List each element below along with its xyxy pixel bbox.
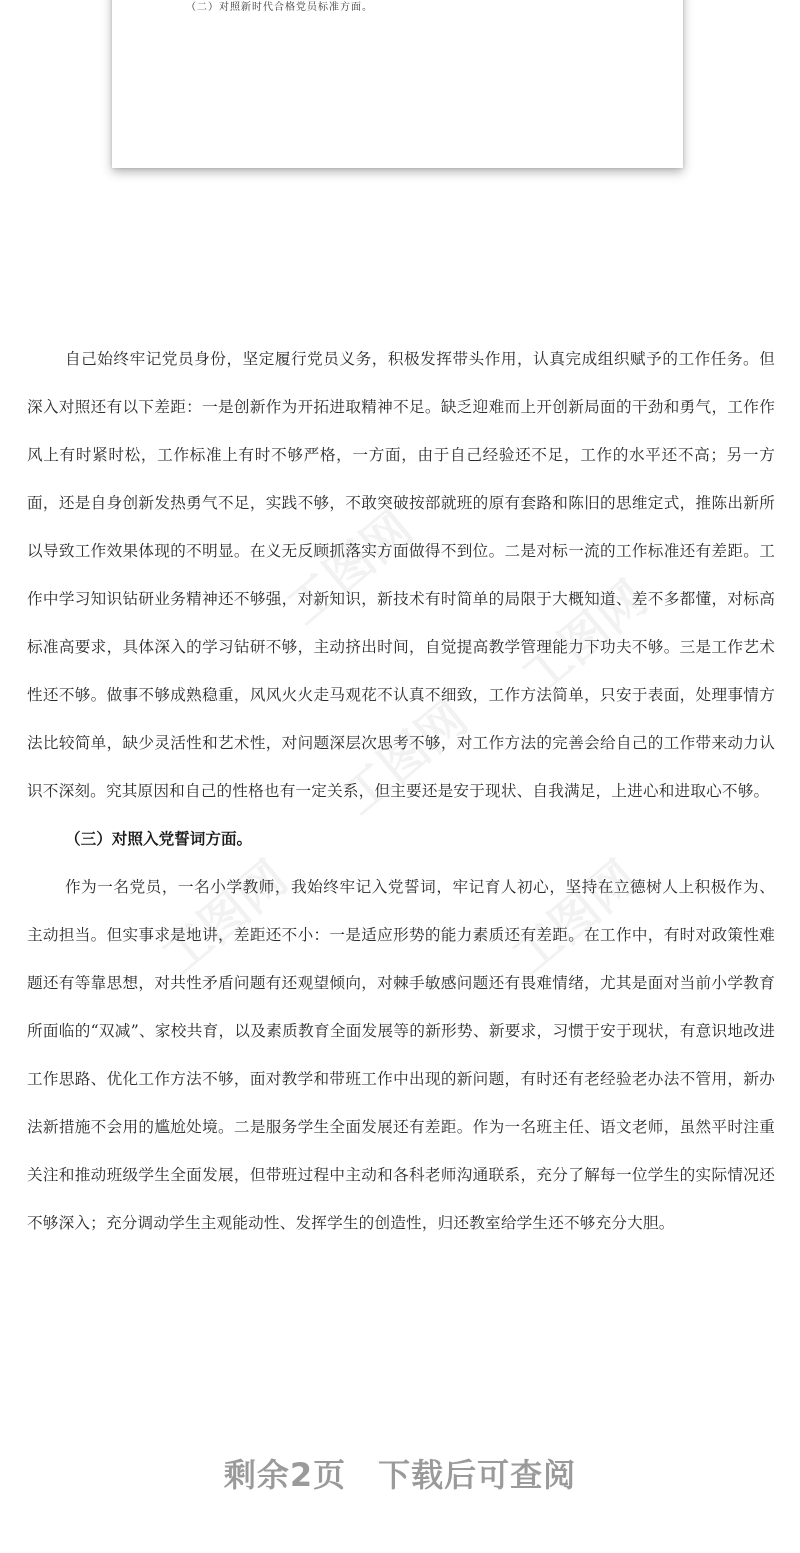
paragraph: 作为一名党员，一名小学教师，我始终牢记入党誓词，牢记育人初心，坚持在立德树人上积极作为、主动担当。但实事求是地讲，差距还不小：一是适应形势的能力素质还有差距。在工作中，有时对政策性难题还有等靠思想，对共性矛盾问题有还观望倾向，对棘手敏感问题还有畏难情绪，尤其是面对当前小学教育所面临的“双减”、家校共育，以及素质教育全面发展等的新形势、新要求，习惯于安于现状，有意识地改进工作思路、优化工作方法不够，面对教学和带班工作中出现的新问题，有时还有老经验老办法不管用，新办法新措施不会用的尴尬处境。二是服务学生全面发展还有差距。作为一名班主任、语文老师，虽然平时注重关注和推动班级学生全面发展，但带班过程中主动和各科老师沟通联系，充分了解每一位学生的实际情况还不够深入；充分调动学生主观能动性、发挥学生的创造性，归还教室给学生还不够充分大胆。 <box>27 878 775 1232</box>
page-preview-card <box>112 0 683 168</box>
download-to-view-label: 下载后可查阅 <box>378 1456 577 1494</box>
watermark: 工图网 <box>331 690 479 826</box>
document-body <box>27 335 775 1247</box>
download-prompt[interactable] <box>0 1450 800 1496</box>
remaining-pages-label: 剩余2页 <box>223 1456 347 1494</box>
watermark: 工图网 <box>276 500 424 636</box>
watermark: 工图网 <box>151 850 299 986</box>
watermark: 工图网 <box>511 570 659 706</box>
paragraph: 自己始终牢记党员身份，坚定履行党员义务，积极发挥带头作用，认真完成组织赋予的工作任务。但深入对照还有以下差距：一是创新作为开拓进取精神不足。缺乏迎难而上开创新局面的干劲和勇气，工作作风上有时紧时松，工作标准上有时不够严格，一方面，由于自己经验还不足，工作的水平还不高；另一方面，还是自身创新发热勇气不足，实践不够，不敢突破按部就班的原有套路和陈旧的思维定式，推陈出新所以导致工作效果体现的不明显。在义无反顾抓落实方面做得不到位。二是对标一流的工作标准还有差距。工作中学习知识钻研业务精神还不够强，对新知识，新技术有时简单的局限于大概知道、差不多都懂，对标高标准高要求，具体深入的学习钻研不够，主动挤出时间，自觉提高教学管理能力下功夫不够。三是工作艺术性还不够。做事不够成熟稳重，风风火火走马观花不认真不细致，工作方法简单，只安于表面，处理事情方法比较简单，缺少灵活性和艺术性，对问题深层次思考不够，对工作方法的完善会给自己的工作带来动力认识不深刻。究其原因和自己的性格也有一定关系，但主要还是安于现状、自我满足，上进心和进取心不够。 <box>27 350 775 800</box>
watermark: 工图网 <box>501 850 649 986</box>
section-heading: （三）对照入党誓词方面。 <box>65 829 253 848</box>
preview-section-heading: （二）对照新时代合格党员标准方面。 <box>186 2 373 13</box>
